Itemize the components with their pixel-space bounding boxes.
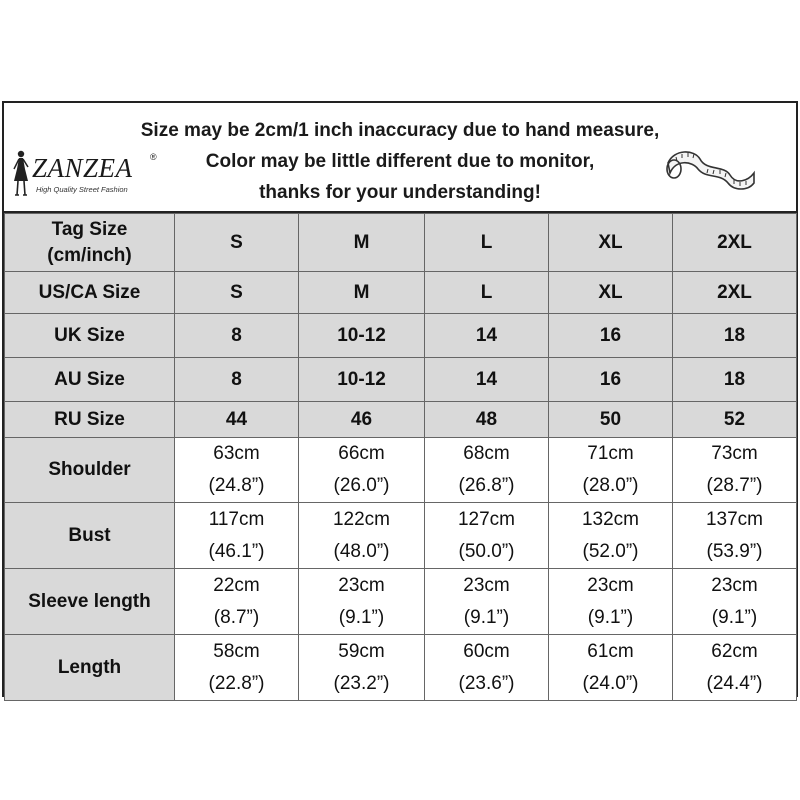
- notice-line: Color may be little different due to monitor,: [205, 151, 595, 172]
- cm-value: 62cm: [711, 640, 758, 662]
- measurement-cell: [549, 635, 673, 701]
- size-chart: [2, 101, 798, 697]
- cm-value: 23cm: [338, 574, 385, 596]
- inch-value: (22.8”): [208, 672, 265, 694]
- cm-value: 58cm: [213, 640, 260, 662]
- size-cell: 2XL: [673, 272, 797, 314]
- cm-value: 63cm: [213, 443, 260, 464]
- measurement-cell: [673, 569, 797, 635]
- measurement-cell: [549, 503, 673, 569]
- measurement-notice: [104, 115, 696, 208]
- cm-value: 23cm: [587, 574, 634, 596]
- size-cell: 8: [175, 314, 299, 358]
- measurement-row: [5, 635, 797, 701]
- inch-value: (23.6”): [458, 672, 515, 694]
- size-cell: 16: [549, 314, 673, 358]
- notice-line: Size may be 2cm/1 inch inaccuracy due to hand measure,: [140, 120, 660, 141]
- measurement-cell: [299, 503, 425, 569]
- size-row: [5, 272, 797, 314]
- size-cell: S: [175, 272, 299, 314]
- size-table: [4, 213, 797, 701]
- inch-value: (23.2”): [333, 672, 390, 694]
- measurement-cell: [673, 503, 797, 569]
- cm-value: 23cm: [711, 574, 758, 596]
- inch-value: (48.0”): [333, 540, 390, 562]
- measurement-cell: [425, 569, 549, 635]
- inch-value: (9.1”): [711, 606, 758, 628]
- chart-header: [4, 103, 796, 213]
- size-cell: L: [425, 214, 549, 272]
- size-cell: 14: [425, 358, 549, 402]
- measurement-cell: [299, 635, 425, 701]
- inch-value: (46.1”): [208, 540, 265, 562]
- cm-value: 132cm: [581, 508, 640, 530]
- row-label: Bust: [5, 503, 175, 569]
- row-label-text: US/CA Size: [38, 281, 141, 303]
- size-cell: S: [175, 214, 299, 272]
- size-cell: 18: [673, 314, 797, 358]
- measurement-row: [5, 438, 797, 503]
- cm-value: 71cm: [587, 443, 634, 464]
- measurement-cell: [425, 438, 549, 503]
- size-cell: M: [299, 272, 425, 314]
- cm-value: 68cm: [463, 443, 510, 464]
- inch-value: (9.1”): [587, 606, 634, 628]
- brand-name: ZANZEA: [32, 153, 133, 183]
- size-row: [5, 314, 797, 358]
- inch-value: (53.9”): [706, 540, 763, 562]
- row-label-text: RU Size: [54, 408, 125, 430]
- row-label: Sleeve length: [5, 569, 175, 635]
- measurement-cell: [175, 635, 299, 701]
- row-label: Length: [5, 635, 175, 701]
- cm-value: 122cm: [332, 508, 391, 530]
- size-cell: 10-12: [299, 314, 425, 358]
- size-cell: 48: [425, 402, 549, 438]
- size-cell: L: [425, 272, 549, 314]
- size-cell: 44: [175, 402, 299, 438]
- size-cell: 16: [549, 358, 673, 402]
- inch-value: (52.0”): [582, 540, 639, 562]
- notice-line: thanks for your understanding!: [259, 182, 541, 203]
- measuring-tape-icon: [664, 145, 758, 193]
- row-label: [5, 272, 175, 314]
- inch-value: (9.1”): [463, 606, 510, 628]
- measurement-cell: [175, 503, 299, 569]
- size-cell: 52: [673, 402, 797, 438]
- inch-value: (26.0”): [333, 475, 390, 496]
- inch-value: (8.7”): [213, 606, 260, 628]
- row-label: [5, 314, 175, 358]
- size-cell: 10-12: [299, 358, 425, 402]
- measurement-row: [5, 503, 797, 569]
- cm-value: 73cm: [711, 443, 758, 464]
- cm-value: 23cm: [463, 574, 510, 596]
- cm-value: 127cm: [457, 508, 516, 530]
- inch-value: (9.1”): [338, 606, 385, 628]
- measurement-cell: [673, 438, 797, 503]
- cm-value: 60cm: [463, 640, 510, 662]
- row-label-text: (cm/inch): [47, 244, 132, 266]
- size-cell: M: [299, 214, 425, 272]
- measurement-cell: [299, 438, 425, 503]
- row-label-text: Tag Size: [51, 218, 128, 240]
- row-label: [5, 358, 175, 402]
- inch-value: (28.7”): [706, 475, 763, 496]
- cm-value: 59cm: [338, 640, 385, 662]
- registered-mark: ®: [150, 152, 157, 162]
- measurement-cell: [175, 438, 299, 503]
- measurement-cell: [549, 569, 673, 635]
- size-cell: 46: [299, 402, 425, 438]
- row-label: Shoulder: [5, 438, 175, 503]
- cm-value: 61cm: [587, 640, 634, 662]
- size-cell: 50: [549, 402, 673, 438]
- size-cell: XL: [549, 214, 673, 272]
- row-label-text: AU Size: [54, 368, 125, 390]
- row-label-text: UK Size: [54, 324, 125, 346]
- inch-value: (28.0”): [582, 475, 639, 496]
- inch-value: (24.4”): [706, 672, 763, 694]
- size-cell: 2XL: [673, 214, 797, 272]
- size-cell: 18: [673, 358, 797, 402]
- size-row: [5, 214, 797, 272]
- measurement-cell: [425, 635, 549, 701]
- row-label: [5, 214, 175, 272]
- measurement-cell: [673, 635, 797, 701]
- size-row: [5, 358, 797, 402]
- cm-value: 22cm: [213, 574, 260, 596]
- size-cell: XL: [549, 272, 673, 314]
- inch-value: (26.8”): [458, 475, 515, 496]
- measurement-row: [5, 569, 797, 635]
- measurement-cell: [175, 569, 299, 635]
- size-cell: 14: [425, 314, 549, 358]
- cm-value: 117cm: [208, 508, 265, 530]
- measurement-cell: [425, 503, 549, 569]
- inch-value: (24.8”): [208, 475, 265, 496]
- measurement-cell: [299, 569, 425, 635]
- measurement-cell: [549, 438, 673, 503]
- row-label: [5, 402, 175, 438]
- inch-value: (24.0”): [582, 672, 639, 694]
- inch-value: (50.0”): [458, 540, 515, 562]
- cm-value: 66cm: [338, 443, 385, 464]
- cm-value: 137cm: [705, 508, 764, 530]
- size-cell: 8: [175, 358, 299, 402]
- brand-tagline: High Quality Street Fashion: [36, 185, 128, 194]
- fashion-figure-icon: [10, 149, 32, 199]
- size-row: [5, 402, 797, 438]
